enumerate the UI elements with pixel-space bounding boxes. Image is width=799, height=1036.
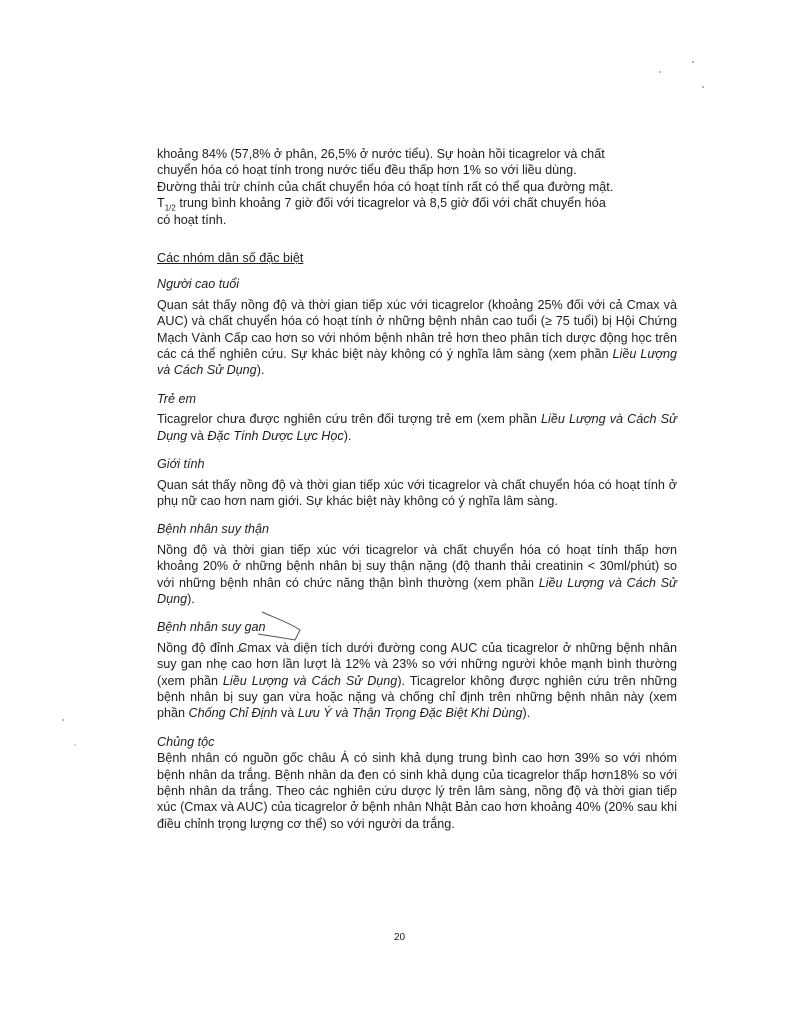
page-number: 20 (393, 932, 406, 943)
half-life-symbol: T (157, 196, 165, 211)
elderly-ref: Liều Lượng và Cách Sử Dụng (157, 347, 677, 378)
renal-end: ). (187, 591, 195, 606)
children-ref-2: Đặc Tính Dược Lực Học (207, 428, 344, 443)
scan-speck (702, 86, 704, 88)
intro-paragraph (157, 146, 677, 228)
renal-text: Nồng độ và thời gian tiếp xúc với ticagrelor và chất chuyển hóa có hoạt tính thấp hơn khoảng 20% ở những bệnh nhân bị suy thận nặng (độ thanh thải creatinin < 30ml/phút) so với những bệnh nhân có chức năng thận bình thường (xem phần (157, 542, 677, 590)
intro-line: có hoạt tính. (157, 212, 227, 227)
hepatic-and: và (277, 706, 298, 721)
children-end: ). (343, 428, 352, 443)
hepatic-ref-3: Lưu Ý và Thận Trọng Đặc Biệt Khi Dùng (297, 706, 523, 721)
scan-speck (62, 719, 64, 721)
children-heading: Trẻ em (157, 391, 196, 406)
gender-heading: Giới tính (157, 457, 205, 472)
hepatic-end: ). (522, 706, 531, 721)
children-text: Ticagrelor chưa được nghiên cứu trên đối tượng trẻ em (xem phần (157, 412, 542, 427)
hepatic-ref-1: Liều Lượng và Cách Sử Dụng (222, 673, 398, 688)
elderly-end: ). (256, 363, 265, 378)
section-title: Các nhóm dân số đặc biệt (157, 251, 304, 266)
elderly-paragraph (157, 297, 677, 379)
intro-line-text: trung bình khoảng 7 giờ đối với ticagrelor và 8,5 giờ đối với chất chuyển hóa (175, 196, 606, 211)
gender-paragraph: Quan sát thấy nồng độ và thời gian tiếp xúc với ticagrelor và chất chuyển hóa có hoạt tính ở phụ nữ cao hơn nam giới. Sự khác biệt này không có ý nghĩa lâm sàng. (157, 477, 677, 508)
hepatic-heading: Bệnh nhân suy gan (157, 620, 266, 635)
elderly-heading: Người cao tuổi (157, 277, 240, 292)
intro-line: chuyển hóa có hoạt tính trong nước tiểu đều thấp hơn 1% so với liều dùng. (157, 163, 577, 178)
intro-line: khoảng 84% (57,8% ở phân, 26,5% ở nước tiểu). Sự hoàn hồi ticagrelor và chất (157, 147, 605, 161)
children-paragraph (157, 411, 677, 444)
children-ref-1: Liều Lượng và Cách Sử Dụng (157, 412, 677, 443)
hepatic-text: Nồng độ đỉnh Cmax và diện tích dưới đường cong AUC của ticagrelor ở những bệnh nhân suy gan nhẹ cao hơn lần lượt là 12% và 23% so với những người khỏe mạnh bình thường (xem phần (157, 640, 677, 688)
hepatic-mid: ). Ticagrelor không được nghiên cứu trên những bệnh nhân bị suy gan vừa hoặc nặng và chống chỉ định trên những bệnh nhân này (xem phần (157, 673, 677, 721)
renal-heading: Bệnh nhân suy thận (157, 522, 270, 537)
hepatic-ref-2: Chống Chỉ Định (188, 706, 278, 721)
hepatic-paragraph (157, 640, 677, 722)
ethnicity-heading: Chủng tộc (157, 734, 215, 749)
scan-speck (692, 61, 694, 63)
scan-speck (659, 71, 661, 73)
elderly-text: Quan sát thấy nồng độ và thời gian tiếp xúc với ticagrelor (khoảng 25% đối với cả Cmax và AUC) và chất chuyển hóa có hoạt tính ở những bệnh nhân cao tuổi (≥ 75 tuổi) bị Hội Chứng Mạch Vành Cấp cao hơn so với nhóm bệnh nhân trẻ hơn theo phân tích dược động học trên các cá thể nghiên cứu. Sự khác biệt này không có ý nghĩa lâm sàng (xem phần (157, 297, 677, 362)
intro-line: Đường thải trừ chính của chất chuyển hóa có hoạt tính rất có thể qua đường mật. (157, 179, 614, 194)
renal-paragraph (157, 542, 677, 608)
document-body (157, 146, 677, 844)
ethnicity-paragraph: Bệnh nhân có nguồn gốc châu Á có sinh khả dụng trung bình cao hơn 39% so với nhóm bệnh nhân da trắng. Bệnh nhân da đen có sinh khả dụng của ticagrelor thấp hơn18% so với bệnh nhân da trắng. Theo các nghiên cứu dược lý trên lâm sàng, nồng độ và thời gian tiếp xúc (Cmax và AUC) của ticagrelor ở bệnh nhân Nhật Bản cao hơn khoảng 40% (20% sau khi điều chỉnh trọng lượng cơ thể) so với người da trắng. (157, 751, 677, 831)
intro-line (157, 195, 677, 211)
children-mid: và (187, 428, 208, 443)
half-life-subscript: 1/2 (164, 203, 176, 213)
renal-ref: Liều Lượng và Cách Sử Dụng (157, 575, 678, 606)
scan-speck (74, 744, 76, 746)
